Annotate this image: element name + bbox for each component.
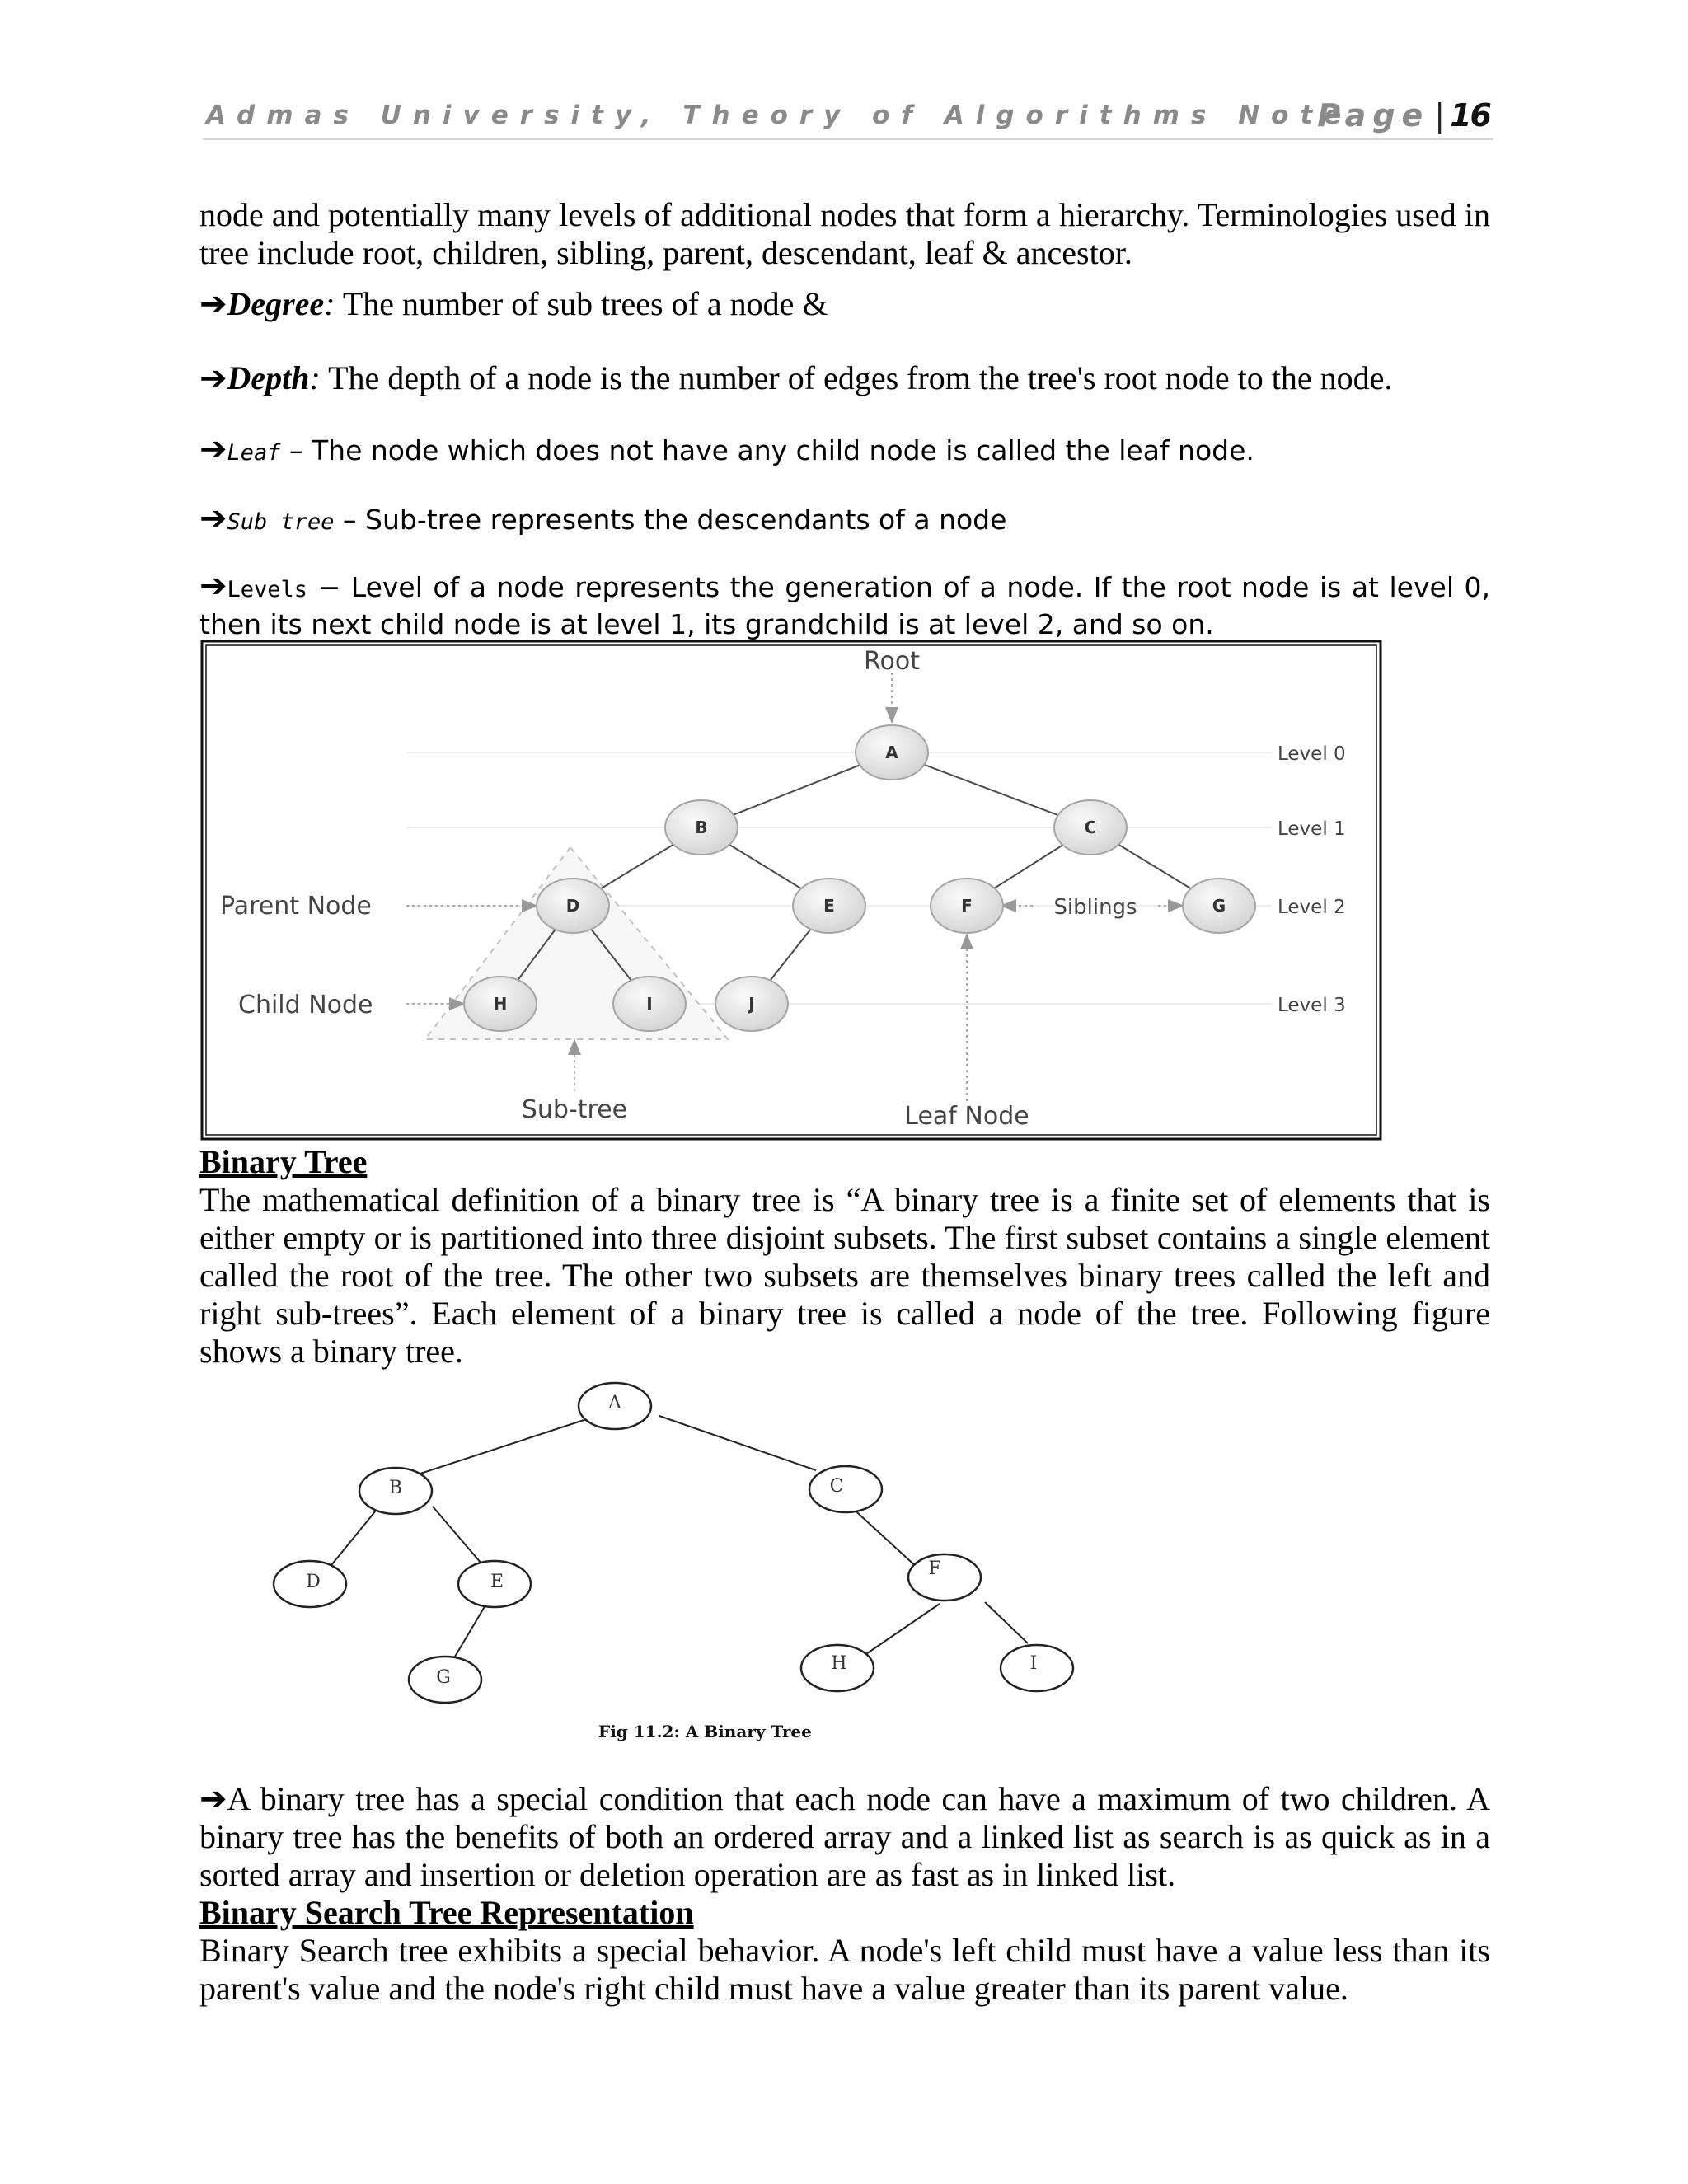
svg-text:C: C: [1084, 818, 1097, 837]
level-1-label: Level 1: [1278, 818, 1346, 840]
svg-text:A: A: [608, 1393, 621, 1413]
arrow-icon: ➔: [199, 567, 227, 605]
svg-text:H: H: [831, 1653, 847, 1674]
svg-text:B: B: [388, 1478, 403, 1498]
svg-text:F: F: [928, 1558, 941, 1579]
svg-text:F: F: [961, 896, 973, 916]
tree-node-c: [1054, 800, 1127, 855]
binary-node-b: [359, 1468, 432, 1514]
binary-node-a: [579, 1383, 651, 1429]
levels-text: − Level of a node represents the generation of a node. If the root node is at level 0, then its next child node is at level 1, its grandchild is at level 2, and so on.: [199, 571, 1490, 640]
svg-text:H: H: [493, 994, 508, 1014]
leaf-text: – The node which does not have any child node is called the leaf node.: [280, 434, 1254, 466]
leaf-term: Leaf: [227, 440, 281, 466]
levels-term: Levels: [227, 577, 308, 602]
tree-node-d: [537, 879, 609, 933]
siblings-label: Siblings: [1053, 895, 1137, 920]
header-page-number: [1317, 97, 1490, 134]
definition-depth: [199, 359, 1392, 397]
degree-text: The number of sub trees of a node &: [335, 285, 828, 322]
level-3-label: Level 3: [1278, 995, 1346, 1016]
tree-node-h: [464, 977, 537, 1031]
header-rule: [203, 138, 1493, 140]
parent-node-label: Parent Node: [220, 892, 372, 921]
root-label: Root: [864, 647, 920, 676]
binary-condition-paragraph: [199, 1780, 1490, 1894]
tree-node-j: [715, 977, 788, 1031]
figure-caption: Fig 11.2: A Binary Tree: [598, 1722, 812, 1741]
tree-node-g: [1183, 879, 1255, 933]
binary-node-d: [274, 1561, 346, 1607]
tree-terminology-figure: [200, 640, 1382, 1141]
svg-text:C: C: [829, 1476, 844, 1497]
subtree-label: Sub-tree: [521, 1095, 628, 1124]
arrow-icon: ➔: [199, 430, 227, 468]
degree-sep: :: [324, 285, 335, 322]
degree-term: Degree: [227, 285, 325, 322]
bst-heading: Binary Search Tree Representation: [199, 1894, 694, 1931]
depth-term: Depth: [227, 359, 310, 396]
definition-levels: [199, 569, 1490, 642]
svg-text:B: B: [695, 818, 708, 837]
depth-text: The depth of a node is the number of edges from the tree's root node to the node.: [320, 359, 1393, 396]
tree-node-f: [931, 879, 1003, 933]
svg-text:I: I: [1029, 1653, 1038, 1674]
definition-subtree: [199, 499, 1006, 541]
depth-sep: :: [309, 359, 321, 396]
binary-condition-text: A binary tree has a special condition that each node can have a maximum of two children. A binary tree has the benefits of both an ordered array and a linked list as search is as quick as in a sorted array and insertion or deletion operation are as fast as in linked list.: [199, 1780, 1490, 1893]
svg-text:A: A: [885, 743, 898, 762]
binary-tree-paragraph: The mathematical definition of a binary tree is “A binary tree is a finite set of elements that is either empty or is partitioned into three disjoint subsets. The first subset contains a single element called the root of the tree. The other two subsets are themselves binary trees called the left and right sub-trees”. Each element of a binary tree is called a node of the tree. Following figure shows a binary tree.: [199, 1181, 1490, 1370]
bst-paragraph: Binary Search tree exhibits a special behavior. A node's left child must have a value less than its parent's value and the node's right child must have a value greater than its parent value.: [199, 1932, 1490, 2007]
svg-text:G: G: [436, 1667, 451, 1688]
svg-text:D: D: [565, 896, 580, 916]
binary-node-c: [809, 1466, 882, 1512]
svg-text:J: J: [748, 994, 755, 1014]
binary-node-e: [458, 1561, 531, 1607]
svg-text:G: G: [1212, 896, 1226, 916]
leaf-node-label: Leaf Node: [904, 1102, 1029, 1131]
page-label: Page: [1317, 97, 1430, 134]
page-header: [203, 97, 1493, 138]
binary-node-g: [409, 1657, 481, 1703]
subtree-term: Sub tree: [227, 509, 335, 535]
definition-leaf: [199, 430, 1254, 472]
svg-text:E: E: [490, 1572, 504, 1592]
subtree-text: – Sub-tree represents the descendants of a node: [334, 504, 1007, 536]
binary-tree-edges: [328, 1414, 1028, 1657]
tree-node-b: [665, 800, 738, 855]
binary-tree-heading: Binary Tree: [199, 1143, 368, 1180]
tree-node-a: [856, 725, 928, 780]
child-node-label: Child Node: [238, 991, 373, 1019]
binary-node-i: [1001, 1645, 1073, 1691]
page-number: 16: [1450, 97, 1490, 134]
binary-node-f: [908, 1554, 981, 1601]
level-0-label: Level 0: [1278, 743, 1346, 765]
level-2-label: Level 2: [1278, 897, 1346, 918]
binary-tree-figure: [247, 1381, 1104, 1746]
svg-text:I: I: [646, 994, 653, 1014]
arrow-icon: ➔: [199, 359, 227, 397]
arrow-icon: ➔: [199, 499, 227, 537]
header-title: Admas University, Theory of Algorithms Note: [206, 101, 1353, 130]
tree-node-i: [613, 977, 686, 1031]
arrow-icon: ➔: [199, 285, 227, 323]
arrow-icon: ➔: [199, 1780, 227, 1818]
binary-node-h: [801, 1645, 874, 1691]
svg-text:E: E: [823, 896, 835, 916]
svg-text:D: D: [306, 1572, 321, 1592]
tree-node-e: [793, 879, 865, 933]
definition-degree: [199, 285, 828, 323]
intro-paragraph: node and potentially many levels of additional nodes that form a hierarchy. Terminologies used in tree include root, children, sibling, parent, descendant, leaf & ancestor.: [199, 196, 1490, 271]
page-separator: |: [1434, 97, 1446, 134]
